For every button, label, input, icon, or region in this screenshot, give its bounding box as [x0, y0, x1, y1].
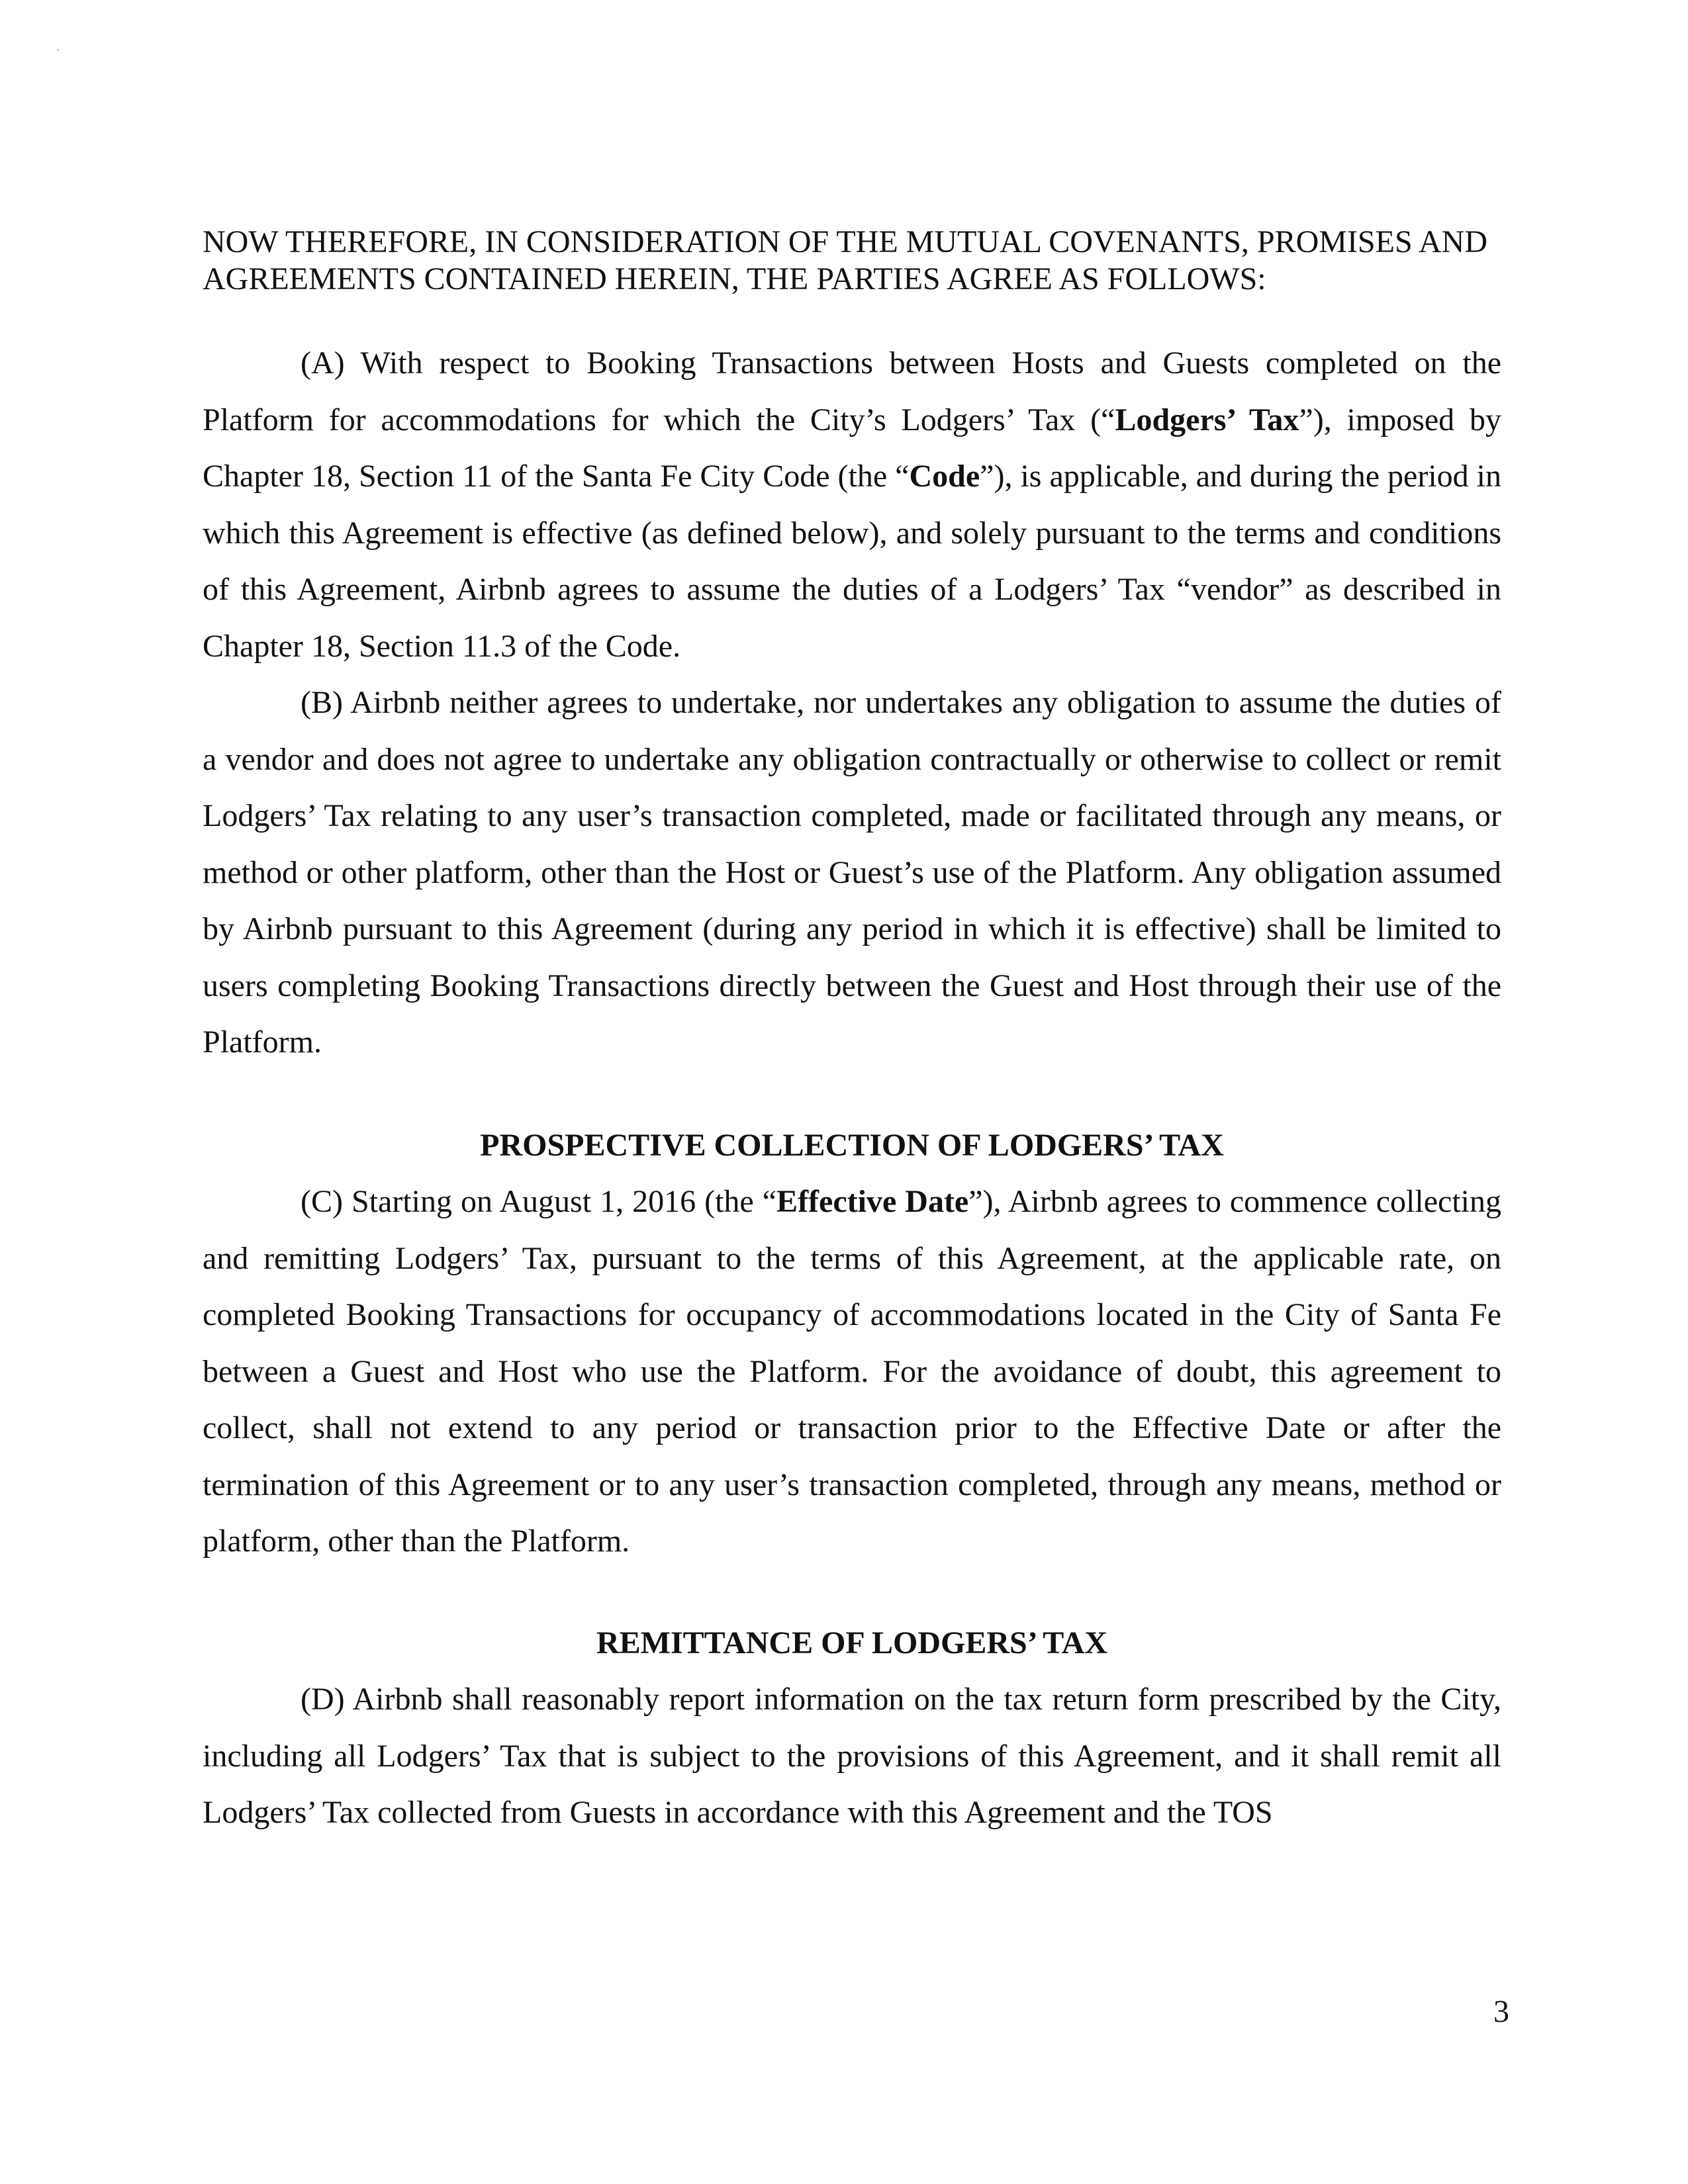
document-body: [203, 224, 1501, 1841]
section-heading-prospective-collection: PROSPECTIVE COLLECTION OF LODGERS’ TAX: [480, 1127, 1224, 1163]
paragraph-a: [203, 335, 1501, 674]
paragraph-d: (D) Airbnb shall reasonably report information on the tax return form prescribed by the City, including all Lodgers’ Tax that is subject to the provisions of this Agreement, and it shall remit all Lodgers’ Tax collected from Guests in accordance with this Agreement and the TOS: [203, 1682, 1501, 1830]
defined-term-code: Code: [909, 459, 980, 494]
paragraph-a-text-2: ”), imposed by Chapter 18, Section 11 of the Santa Fe City Code (the “: [203, 402, 1501, 494]
defined-term-effective-date: Effective Date: [776, 1184, 969, 1219]
paragraph-c: [203, 1173, 1501, 1570]
section-heading-remittance: REMITTANCE OF LODGERS’ TAX: [596, 1625, 1108, 1661]
intro-clause: NOW THEREFORE, IN CONSIDERATION OF THE MUTUAL COVENANTS, PROMISES AND AGREEMENTS CONTAINED HEREIN, THE PARTIES AGREE AS FOLLOWS:: [203, 224, 1487, 296]
paragraph-a-text-1: (A) With respect to Booking Transactions between Hosts and Guests completed on the Platform for accommodations for which the City’s Lodgers’ Tax (“: [203, 345, 1501, 437]
paragraph-a-text-3: ”), is applicable, and during the period in which this Agreement is effective (as defined below), and solely pursuant to the terms and conditions of this Agreement, Airbnb agrees to assume the duties of a Lodgers’ Tax “vendor” as described in Chapter 18, Section 11.3 of the Code.: [203, 459, 1501, 664]
paragraph-c-text-2: ”), Airbnb agrees to commence collecting and remitting Lodgers’ Tax, pursuant to the terms of this Agreement, at the applicable rate, on completed Booking Transactions for occupancy of accommodations located in the City of Santa Fe between a Guest and Host who use the Platform. For the avoidance of doubt, this agreement to collect, shall not extend to any period or transaction prior to the Effective Date or after the termination of this Agreement or to any user’s transaction completed, through any means, method or platform, other than the Platform.: [203, 1184, 1501, 1559]
paragraph-b: (B) Airbnb neither agrees to undertake, nor undertakes any obligation to assume the duties of a vendor and does not agree to undertake any obligation contractually or otherwise to collect or remit Lodgers’ Tax relating to any user’s transaction completed, made or facilitated through any means, or method or other platform, other than the Host or Guest’s use of the Platform. Any obligation assumed by Airbnb pursuant to this Agreement (during any period in which it is effective) shall be limited to users completing Booking Transactions directly between the Guest and Host through their use of the Platform.: [203, 685, 1501, 1060]
defined-term-lodgers-tax: Lodgers’ Tax: [1115, 402, 1299, 437]
paragraph-c-text-1: (C) Starting on August 1, 2016 (the “: [301, 1184, 777, 1219]
scan-speck: [57, 49, 59, 51]
page-number: 3: [1493, 1994, 1509, 2029]
